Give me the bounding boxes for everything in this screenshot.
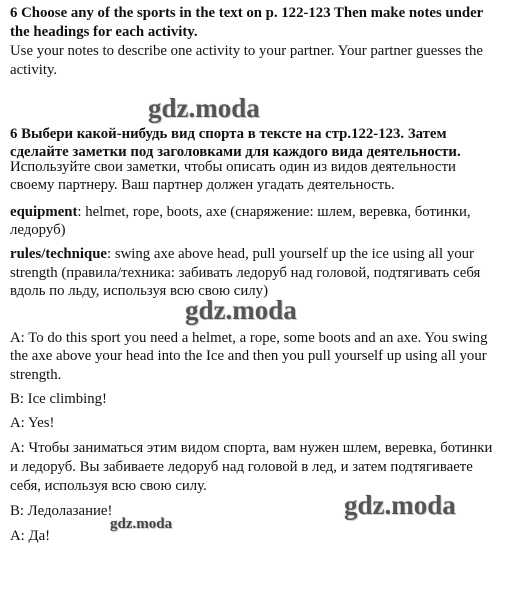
equipment-line2: ледоруб) [10, 222, 66, 238]
dialogue-a4: А: Да! [10, 528, 51, 544]
dialogue-b2: В: Ледолазание! [10, 503, 113, 519]
dialogue-a1-line2: the axe above your head into the Ice and then you pull yourself up using all your [10, 348, 487, 364]
dialogue-a2: A: Yes! [10, 415, 55, 431]
dialogue-a3-line2: и ледоруб. Вы забиваете ледоруб над головой в лед, и затем подтягиваете [10, 459, 473, 475]
watermark-logo-small: gdz.moda [110, 516, 173, 532]
task-ru-body-line2: своему партнеру. Ваш партнер должен угадать деятельность. [10, 177, 395, 193]
dialogue-b1: B: Ice climbing! [10, 391, 107, 407]
equipment-label: equipment [10, 204, 78, 220]
equipment-line1 [10, 203, 471, 222]
dialogue-a3-line3: себя, используя всю свою силу. [10, 478, 207, 494]
dialogue-a1-line1: A: To do this sport you need a helmet, a rope, some boots and an axe. You swing [10, 330, 488, 346]
dialogue-a1-line3: strength. [10, 367, 62, 383]
task-en-heading-line1: 6 Choose any of the sports in the text on p. 122-123 Then make notes under [10, 5, 484, 21]
watermark-logo: gdz.moda [148, 93, 260, 123]
rules-line3: вдоль по льду, используя всю свою силу) [10, 283, 269, 299]
equipment-text: : helmet, rope, boots, axe (снаряжение: шлем, веревка, ботинки, [77, 204, 471, 220]
dialogue-a3-line1: А: Чтобы заниматься этим видом спорта, вам нужен шлем, веревка, ботинки [10, 440, 493, 456]
task-ru-heading-line2: сделайте заметки под заголовками для каждого вида деятельности. [10, 144, 461, 160]
rules-label: rules/technique [10, 246, 108, 262]
task-en-heading-line2: the headings for each activity. [10, 24, 198, 40]
rules-text: : swing axe above head, pull yourself up the ice using all your [107, 246, 474, 262]
watermark-logo: gdz.moda [185, 295, 297, 325]
watermark-logo: gdz.moda [344, 490, 456, 520]
task-ru-heading-line1: 6 Выбери какой-нибудь вид спорта в тексте на стр.122-123. Затем [10, 126, 447, 142]
task-ru-body-line1: Используйте свои заметки, чтобы описать один из видов деятельности [10, 159, 456, 175]
task-en-body-line1: Use your notes to describe one activity to your partner. Your partner guesses the [10, 43, 483, 59]
rules-line2: strength (правила/техника: забивать ледоруб над головой, подтягивать себя [10, 265, 481, 281]
rules-line1 [10, 245, 474, 264]
task-en-body-line2: activity. [10, 62, 58, 78]
